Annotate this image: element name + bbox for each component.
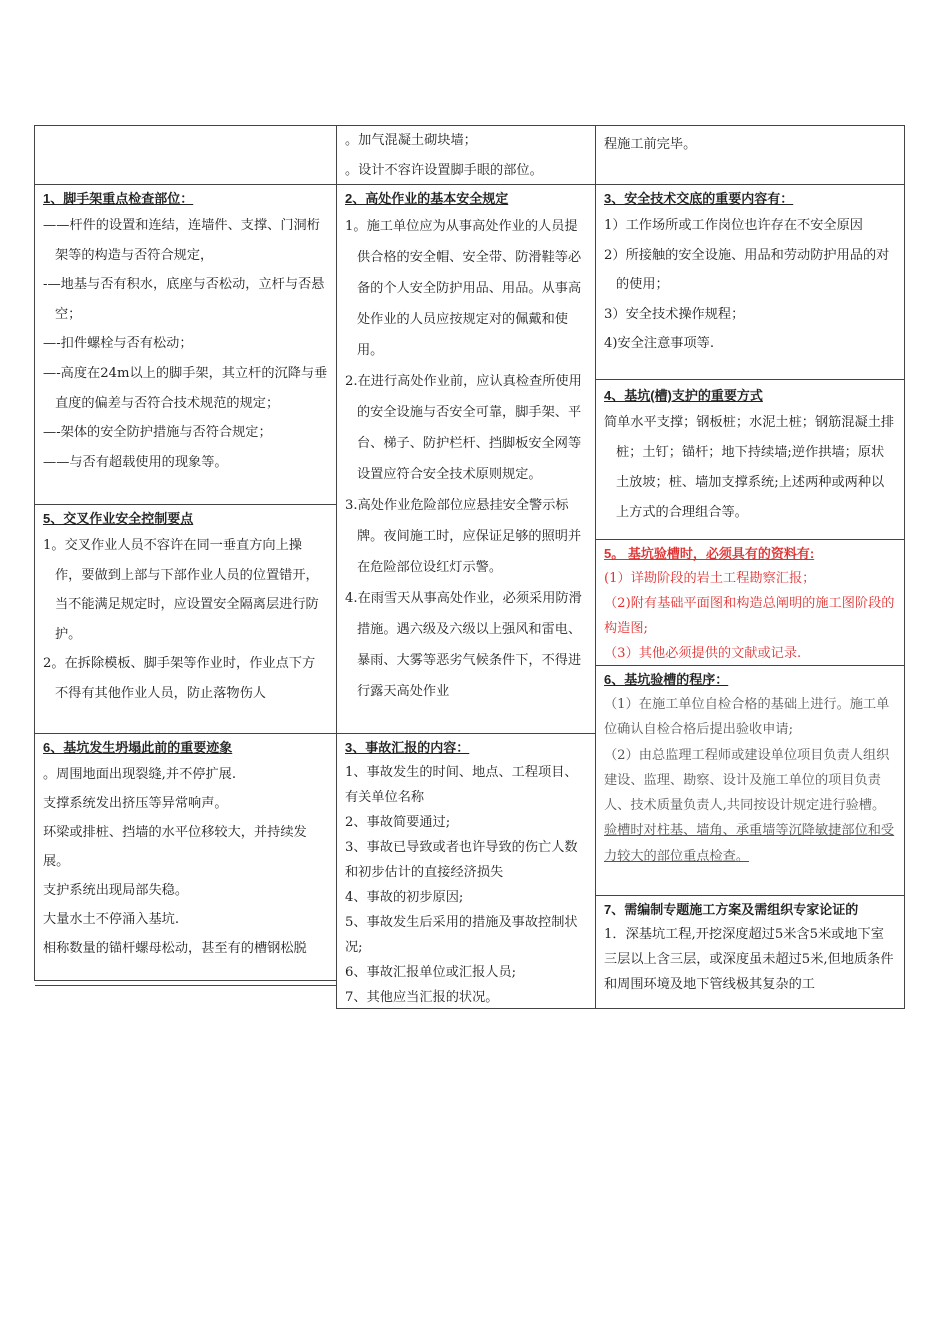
list-item: 1．深基坑工程,开挖深度超过5米含5米或地下室三层以上含三层，或深度虽未超过5米,但地质条件和周围环境及地下管线极其复杂的工 (604, 927, 894, 992)
list-item: 2、事故简要通过; (345, 815, 451, 830)
list-item: ——杆件的设置和连结，连墙件、支撑、门洞桁架等的构造与否符合规定， (43, 218, 320, 263)
column-3 (595, 125, 905, 1009)
list-item: 1。施工单位应为从事高处作业的人员提供合格的安全帽、安全带、防滑鞋等必备的个人安全防护用品、用品。从事高处作业的人员应按规定对的佩戴和使用。 (345, 219, 582, 358)
list-item: 大量水土不停涌入基坑. (43, 912, 180, 927)
text-line: 程施工前完毕。 (604, 137, 697, 152)
section-safety-briefing (596, 185, 904, 380)
section-inspection-documents (596, 540, 904, 666)
text-line: 。设计不容许设置脚手眼的部位。 (345, 162, 543, 178)
section-heading: 3、安全技术交底的重要内容有： (604, 191, 794, 206)
column-1 (34, 125, 337, 981)
list-item: 5、事故发生后采用的措施及事故控制状况; (345, 915, 578, 955)
section-heading: 2、高处作业的基本安全规定 (345, 191, 509, 206)
section-heading: 5。 基坑验槽时，必须具有的资料有: (604, 546, 815, 561)
list-item: 支撑系统发出挤压等异常响声。 (43, 796, 228, 811)
list-item: 2）所接触的安全设施、用品和劳动防护用品的对的使用； (604, 247, 890, 293)
section-heading: 5、交叉作业安全控制要点 (43, 511, 194, 526)
section-pit-support (596, 380, 904, 540)
list-item: 3）安全技术操作规程； (604, 306, 745, 322)
section-scaffold-inspection (35, 185, 336, 505)
list-item: 2。在拆除模板、脚手架等作业时，作业点下方不得有其他作业人员，防止落物伤人 (43, 656, 316, 701)
list-item: 6、事故汇报单位或汇报人员; (345, 965, 517, 980)
list-item: （1）在施工单位自检合格的基础上进行。施工单位确认自检合格后提出验收申请; (604, 697, 890, 738)
section-heading: 4、基坑(槽)支护的重要方式 (604, 388, 763, 403)
list-item: —-架体的安全防护措施与否符合规定； (43, 425, 272, 441)
continuation-cell (337, 126, 595, 185)
list-item: 简单水平支撑；钢板桩；水泥土桩；钢筋混凝土排桩；土钉；锚杆；地下持续墙;逆作拱墙；原状土放坡；桩、墙加支撑系统;上述两种或两种以上方式的合理组合等。 (604, 415, 895, 520)
section-heading: 7、需编制专题施工方案及需组织专家论证的 (604, 902, 859, 917)
section-special-plan (596, 896, 904, 1010)
list-item: 。周围地面出现裂缝,并不停扩展. (43, 767, 237, 782)
column-2 (336, 125, 596, 1009)
list-item: —-扣件螺栓与否有松动； (43, 336, 193, 352)
section-heading: 6、基坑发生坍塌此前的重要迹象 (43, 740, 233, 755)
list-item: 支护系统出现局部失稳。 (43, 883, 189, 898)
empty-cell-bottom-left (35, 986, 336, 1010)
list-item: 1、事故发生的时间、地点、工程项目、有关单位名称 (345, 765, 578, 805)
list-item: 验槽时对柱基、墙角、承重墙等沉降敏捷部位和受力较大的部位重点检查。 (604, 823, 895, 864)
section-heading: 1、脚手架重点检查部位： (43, 191, 194, 206)
list-item: 1。交叉作业人员不容许在同一垂直方向上操作，要做到上部与下部作业人员的位置错开，当不能满足规定时，应设置安全隔离层进行防护。 (43, 538, 319, 642)
list-item: （2)附有基础平面图和构造总阐明的施工图阶段的构造图; (604, 596, 895, 636)
section-height-work-rules (337, 185, 595, 734)
list-item: —-高度在24m以上的脚手架，其立杆的沉降与垂直度的偏差与否符合技术规范的规定； (43, 365, 328, 411)
list-item: 1）工作场所或工作岗位也许存在不安全原因 (604, 218, 863, 233)
list-item: 3.高处作业危险部位应悬挂安全警示标牌。夜间施工时，应保证足够的照明并在危险部位设红灯示警。 (345, 498, 582, 575)
list-item: 2.在进行高处作业前，应认真检查所使用的安全设施与否安全可靠，脚手架、平台、梯子、防护栏杆、挡脚板安全网等设置应符合安全技术原则规定。 (345, 374, 582, 482)
list-item: （3）其他必须提供的文献或记录. (604, 646, 802, 661)
list-item: 环梁或排桩、挡墙的水平位移较大，并持续发展。 (43, 825, 307, 869)
text-line: 。加气混凝土砌块墙； (345, 133, 477, 148)
list-item: ——与否有超载使用的现象等。 (43, 454, 228, 470)
section-collapse-signs (35, 734, 336, 986)
list-item: （2）由总监理工程师或建设单位项目负责人组织建设、监理、勘察、设计及施工单位的项目负责人、技术质量负责人,共同按设计规定进行验槽。 (604, 747, 890, 814)
list-item: -—地基与否有积水，底座与否松动，立杆与否悬空； (43, 277, 325, 322)
list-item: (1）详勘阶段的岩土工程勘察汇报； (604, 571, 816, 586)
list-item: 3、事故已导致或者也许导致的伤亡人数和初步估计的直接经济损失 (345, 840, 578, 880)
section-heading: 3、事故汇报的内容： (345, 740, 470, 755)
section-inspection-procedure (596, 666, 904, 896)
list-item: 4.在雨雪天从事高处作业，必须采用防滑措施。遇六级及六级以上强风和雷电、暴雨、大雾等恶劣气候条件下，不得进行露天高处作业 (345, 591, 582, 699)
continuation-cell (596, 126, 904, 185)
section-accident-report (337, 734, 595, 1010)
section-cross-operation (35, 505, 336, 734)
section-heading: 6、基坑验槽的程序： (604, 672, 729, 687)
list-item: 4、事故的初步原因; (345, 890, 464, 905)
list-item: 4)安全注意事项等. (604, 336, 715, 352)
list-item: 7、其他应当汇报的状况。 (345, 990, 499, 1005)
list-item: 相称数量的锚杆螺母松动，甚至有的槽钢松脱 (43, 941, 307, 956)
empty-cell-top-left (35, 126, 336, 185)
